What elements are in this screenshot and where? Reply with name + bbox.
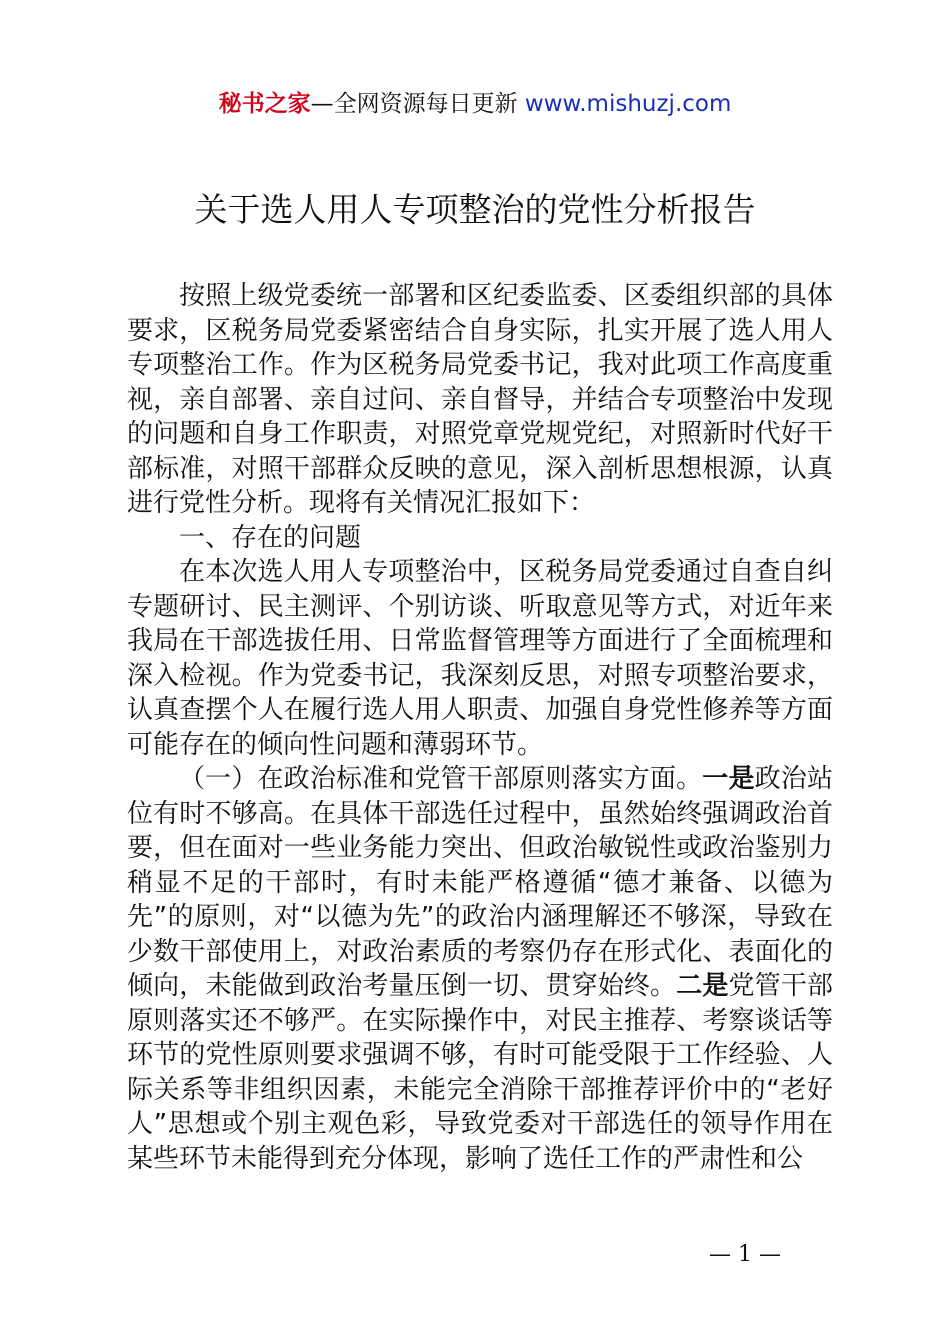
section-one-heading: 一、存在的问题 bbox=[179, 522, 362, 553]
document-body bbox=[127, 279, 833, 1176]
brand-name: 秘书之家 bbox=[218, 91, 311, 117]
section-one-paragraph: 在本次选人用人专项整治中，区税务局党委通过自查自纠专题研讨、民主测评、个别访谈、听取意见等方式，对近年来我局在干部选拔任用、日常监督管理等方面进行了全面梳理和深入检视。作为党委书记，我深刻反思，对照专项整治要求，认真查摆个人在履行选人用人职责、加强自身党性修养等方面可能存在的倾向性问题和薄弱环节。 bbox=[127, 557, 833, 760]
header-tagline: —全网资源每日更新 bbox=[310, 91, 525, 117]
point-one-label: 一是 bbox=[702, 764, 755, 794]
point-two-text: 党管干部原则落实还不够严。在实际操作中，对民主推荐、考察谈话等环节的党性原则要求强调不够，有时可能受限于工作经验、人际关系等非组织因素，未能完全消除干部推荐评价中的“老好人”思想或个别主观色彩，导致党委对干部选任的领导作用在某些环节未能得到充分体现，影响了选任工作的严肃性和公 bbox=[127, 971, 833, 1174]
page-number: — 1 — bbox=[709, 1242, 781, 1267]
point-one-text: 政治站位有时不够高。在具体干部选任过程中，虽然始终强调政治首要，但在面对一些业务能力突出、但政治敏锐性或政治鉴别力稍显不足的干部时，有时未能严格遵循“德才兼备、以德为先”的原则，对“以德为先”的政治内涵理解还不够深，导致在少数干部使用上，对政治素质的考察仍存在形式化、表面化的倾向，未能做到政治考量压倒一切、贯穿始终。 bbox=[127, 764, 833, 1001]
subsection-one-heading: （一）在政治标准和党管干部原则落实方面。 bbox=[179, 764, 703, 794]
site-url-link[interactable]: www.mishuzj.com bbox=[524, 91, 732, 117]
document-title: 关于选人用人专项整治的党性分析报告 bbox=[194, 190, 756, 229]
subsection-one-paragraph bbox=[127, 762, 833, 1176]
header-banner bbox=[0, 88, 950, 120]
point-two-label: 二是 bbox=[676, 971, 729, 1001]
intro-paragraph: 按照上级党委统一部署和区纪委监委、区委组织部的具体要求，区税务局党委紧密结合自身实际，扎实开展了选人用人专项整治工作。作为区税务局党委书记，我对此项工作高度重视，亲自部署、亲自过问、亲自督导，并结合专项整治中发现的问题和自身工作职责，对照党章党规党纪，对照新时代好干部标准，对照干部群众反映的意见，深入剖析思想根源，认真进行党性分析。现将有关情况汇报如下： bbox=[127, 281, 833, 518]
